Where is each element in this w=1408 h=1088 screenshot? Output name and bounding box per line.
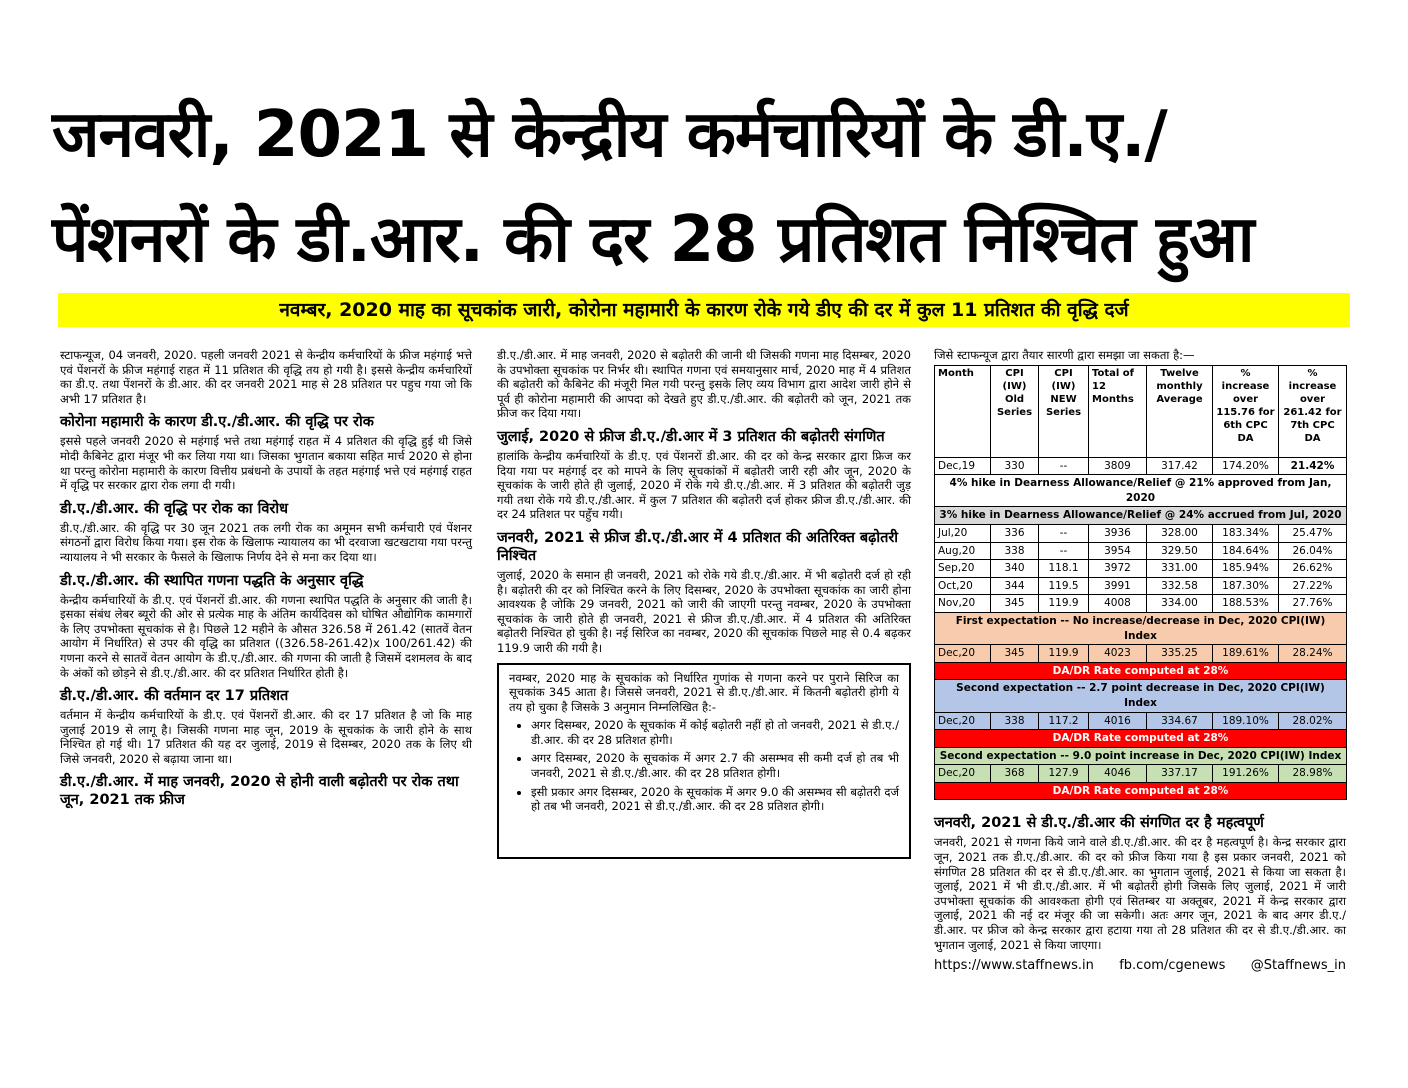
table-cell: 338 — [991, 712, 1039, 730]
computed-row — [935, 662, 1347, 680]
table-cell: 337.17 — [1147, 765, 1213, 783]
table-cell: -- — [1039, 524, 1089, 542]
table-cell: 27.76% — [1279, 595, 1347, 613]
table-header-row — [935, 365, 1347, 457]
computed-rate: DA/DR Rate computed at 28% — [935, 782, 1347, 800]
table-cell: Dec,20 — [935, 712, 991, 730]
table-cell: Sep,20 — [935, 560, 991, 578]
box-intro: नवम्बर, 2020 माह के सूचकांक को निर्धारित गुणांक से गणना करने पर पुराने सिरिज का सूचकांक 345 आता है। जिससे जनवरी, 2021 से डी.ए./डी.आर. में कितनी बढ़ोतरी होगी ये तय हो चुका है जिसके 3 अनुमान निम्नलिखित है:- — [509, 670, 899, 714]
list-item: • इसी प्रकार अगर दिसम्बर, 2020 के सूचकांक में अगर 9.0 की असम्भव सी बढ़ोतरी दर्ज हो तब भी जनवरी, 2021 से डी.ए./डी.आर. की दर 28 प्रतिशत होगी। — [531, 785, 899, 814]
section-paragraph: वर्तमान में केन्द्रीय कर्मचारियों के डी.ए. एवं पेंशनरों डी.आर. की दर 17 प्रतिशत है जो कि माह जुलाई 2019 से लागू है। जिसकी गणना माह जून, 2019 के सूचकांक के जारी होने के साथ निश्चित हो गई थी। 17 प्रतिशत की यह दर जुलाई, 2019 से दिसम्बर, 2020 तक के लिए थी जिसे जनवरी, 2020 से बढ़ाया जाना था। — [60, 708, 472, 766]
table-cell: 328.00 — [1147, 524, 1213, 542]
table-cell: 119.9 — [1039, 595, 1089, 613]
section-heading: कोरोना महामारी के कारण डी.ए./डी.आर. की वृद्धि पर रोक — [60, 414, 374, 431]
expectation-title-row — [935, 747, 1347, 765]
table-cell: 127.9 — [1039, 765, 1089, 783]
table-cell: Aug,20 — [935, 542, 991, 560]
headline-line-1: जनवरी, 2021 से केन्द्रीय कर्मचारियों के डी.ए./ — [52, 98, 1167, 172]
section-heading: जनवरी, 2021 से फ्रीज डी.ए./डी.आर में 4 प्रतिशत की अतिरिक्त बढ़ोतरी निश्चित — [497, 529, 899, 564]
list-item: • अगर दिसम्बर, 2020 के सूचकांक में कोई बढ़ोतरी नहीं हो तो जनवरी, 2021 से डी.ए./डी.आर. की दर 28 प्रतिशत होगी। — [531, 718, 899, 747]
table-row — [935, 765, 1347, 783]
table-row — [935, 577, 1347, 595]
section-heading: डी.ए./डी.आर. की वर्तमान दर 17 प्रतिशत — [60, 688, 289, 705]
table-cell: 185.94% — [1213, 560, 1279, 578]
table-cell: Dec,20 — [935, 765, 991, 783]
table-row — [935, 524, 1347, 542]
table-header: Total of 12 Months — [1089, 365, 1147, 457]
article-column-1 — [60, 348, 472, 812]
table-header: CPI (IW) NEW Series — [1039, 365, 1089, 457]
table-cell: 26.62% — [1279, 560, 1347, 578]
expectation-title: Second expectation -- 9.0 point increase in Dec, 2020 CPI(IW) Index — [935, 747, 1347, 765]
section-heading: डी.ए./डी.आर. में माह जनवरी, 2020 से होनी वाली बढ़ोतरी पर रोक तथा जून, 2021 तक फ्रीज — [60, 774, 459, 809]
computed-row — [935, 782, 1347, 800]
table-span-row — [935, 507, 1347, 525]
table-cell: 330 — [991, 457, 1039, 475]
table-cell: 317.42 — [1147, 457, 1213, 475]
table-cell: 27.22% — [1279, 577, 1347, 595]
table-cell: 3954 — [1089, 542, 1147, 560]
span-note: 3% hike in Dearness Allowance/Relief @ 24% accrued from Jul, 2020 — [935, 507, 1347, 525]
section-paragraph: इससे पहले जनवरी 2020 से महंगाई भत्ते तथा महंगाई राहत में 4 प्रतिशत की वृद्धि हुई थी जिसे मोदी कैबिनेट द्वारा मंजूर भी कर लिया गया था। जिसका भुगतान बकाया सहित मार्च 2020 से होना था परन्तु कोरोना महामारी के कारण वित्तीय प्रबंधनो के उपायों के तहत महंगाई भत्ते एवं महंगाई राहत में वृद्धि पर सरकार द्वारा रोक लगा दी गयी। — [60, 434, 472, 493]
expectations-list — [509, 718, 899, 814]
span-note: 4% hike in Dearness Allowance/Relief @ 21% approved from Jan, 2020 — [935, 475, 1347, 507]
article-column-3 — [934, 348, 1346, 974]
table-header: Twelve monthly Average — [1147, 365, 1213, 457]
facebook-link[interactable]: fb.com/cgenews — [1119, 958, 1226, 974]
computed-row — [935, 730, 1347, 748]
table-cell: 28.24% — [1279, 645, 1347, 663]
list-item: • अगर दिसम्बर, 2020 के सूचकांक में अगर 2.7 की असम्भव सी कमी दर्ज हो तब भी जनवरी, 2021 से डी.ए./डी.आर. की दर 28 प्रतिशत होगी। — [531, 751, 899, 780]
table-cell: 340 — [991, 560, 1039, 578]
headline-line-2: पेंशनरों के डी.आर. की दर 28 प्रतिशत निश्चित हुआ — [52, 203, 1254, 277]
table-cell: 345 — [991, 645, 1039, 663]
table-cell: Nov,20 — [935, 595, 991, 613]
expectations-box — [497, 663, 911, 859]
table-cell: 3991 — [1089, 577, 1147, 595]
table-cell: 28.98% — [1279, 765, 1347, 783]
website-link[interactable]: https://www.staffnews.in — [934, 958, 1094, 974]
footer-links — [934, 959, 1346, 974]
section-paragraph: डी.ए./डी.आर. में माह जनवरी, 2020 से बढ़ोतरी की जानी थी जिसकी गणना माह दिसम्बर, 2020 के उपभोक्ता सूचकांक पर निर्भर थी। स्थापित गणना एवं समयानुसार मार्च, 2020 माह में 4 प्रतिशत की बढ़ोतरी को कैबिनेट की मंजूरी मिल गयी परन्तु इसके लिए व्यय विभाग द्वारा आदेश जारी होने से पूर्व ही कोरोना महामारी की आपदा को देखते हुए डी.ए./डी.आर. की बढ़ोतरी को जून, 2021 तक फ्रीज कर दिया गया। — [497, 348, 911, 421]
expectation-title: First expectation -- No increase/decrease in Dec, 2020 CPI(IW) Index — [935, 612, 1347, 644]
table-cell: Dec,20 — [935, 645, 991, 663]
table-cell: 334.00 — [1147, 595, 1213, 613]
table-cell: Dec,19 — [935, 457, 991, 475]
table-cell: 368 — [991, 765, 1039, 783]
cpi-table — [934, 365, 1347, 801]
section-paragraph: केन्द्रीय कर्मचारियों के डी.ए. एवं पेंशनरों डी.आर. की गणना स्थापित पद्धति के अनुसार की जाती है। इसका संबंध लेबर ब्यूरो की ओर से प्रत्येक माह के अंतिम कार्यदिवस को घोषित औद्योगिक कामगारों के लिए उपभोक्ता सूचकांक से है। पिछले 12 महीने के औसत 326.58 में 261.42 (सातवें वेतन आयोग में निर्धारित) से उपर की वृद्धि का प्रतिशत ((326.58-261.42)x 100/261.42) की गणना करने से सातवें वेतन आयोग के डी.ए./डी.आर. की गणना की जाती है जिसमें दशमलव के बाद के अंकों को छोड़ने से डी.ए./डी.आर. की दर प्रतिशत निर्धारित होती है। — [60, 592, 472, 680]
section-heading: जनवरी, 2021 से डी.ए./डी.आर की संगणित दर है महत्वपूर्ण — [934, 815, 1264, 832]
table-cell: -- — [1039, 457, 1089, 475]
table-cell: 4008 — [1089, 595, 1147, 613]
table-cell: Oct,20 — [935, 577, 991, 595]
section-heading: जुलाई, 2020 से फ्रीज डी.ए./डी.आर में 3 प्रतिशत की बढ़ोतरी संगणित — [497, 428, 885, 445]
expectation-title: Second expectation -- 2.7 point decrease in Dec, 2020 CPI(IW) Index — [935, 680, 1347, 712]
computed-rate: DA/DR Rate computed at 28% — [935, 662, 1347, 680]
table-cell: 4016 — [1089, 712, 1147, 730]
table-cell: 28.02% — [1279, 712, 1347, 730]
section-paragraph: जुलाई, 2020 के समान ही जनवरी, 2021 को रोके गये डी.ए./डी.आर. में भी बढ़ोतरी दर्ज हो रही है। बढ़ोतरी की दर को निश्चित करने के लिए दिसम्बर, 2020 के उपभोक्ता सूचकांक का जारी होना आवश्यक है जोकि 29 जनवरी, 2021 को जारी की जाएगी परन्तु नवम्बर, 2020 के उपभोक्ता सूचकांक के जारी होते ही जनवरी, 2021 से फ्रीज डी.ए./डी.आर. में 4 प्रतिशत की अतिरिक्त बढ़ोतरी निश्चित हो चुकी है। नई सिरिज का नवम्बर, 2020 की सूचकांक पिछले माह से 0.4 बढ़कर 119.9 जारी की गयी है। — [497, 567, 911, 655]
table-cell: 344 — [991, 577, 1039, 595]
intro-paragraph: स्टाफन्यूज, 04 जनवरी, 2020. पहली जनवरी 2021 से केन्द्रीय कर्मचारियों के फ्रीज महंगाई भत्ते एवं पेंशनरों के फ्रीज महंगाई राहत में 11 प्रतिशत की वृद्धि तय हो गयी है। इससे केन्द्रीय कर्मचारियों का डी.ए. तथा पेंशनरों के डी.आर. की दर जनवरी 2021 माह से 28 प्रतिशत पर पहुच गया जो कि अभी 17 प्रतिशत है। — [60, 348, 472, 406]
table-cell: 183.34% — [1213, 524, 1279, 542]
table-cell: 174.20% — [1213, 457, 1279, 475]
table-cell: 25.47% — [1279, 524, 1347, 542]
table-cell: 189.61% — [1213, 645, 1279, 663]
table-cell: Jul,20 — [935, 524, 991, 542]
table-span-row — [935, 475, 1347, 507]
table-cell: 335.25 — [1147, 645, 1213, 663]
table-cell: 345 — [991, 595, 1039, 613]
section-heading: डी.ए./डी.आर. की वृद्धि पर रोक का विरोध — [60, 500, 289, 517]
table-cell: 3936 — [1089, 524, 1147, 542]
table-cell: 3809 — [1089, 457, 1147, 475]
table-cell: 332.58 — [1147, 577, 1213, 595]
table-cell: 331.00 — [1147, 560, 1213, 578]
table-cell: 21.42% — [1279, 457, 1347, 475]
expectation-title-row — [935, 680, 1347, 712]
section-heading: डी.ए./डी.आर. की स्थापित गणना पद्धति के अनुसार वृद्धि — [60, 572, 364, 589]
table-row — [935, 712, 1347, 730]
table-cell: 184.64% — [1213, 542, 1279, 560]
table-cell: 119.5 — [1039, 577, 1089, 595]
table-row — [935, 595, 1347, 613]
table-cell: 119.9 — [1039, 645, 1089, 663]
table-row — [935, 560, 1347, 578]
table-cell: 3972 — [1089, 560, 1147, 578]
table-row — [935, 542, 1347, 560]
table-header: % increase over 261.42 for 7th CPC DA — [1279, 365, 1347, 457]
table-row — [935, 645, 1347, 663]
table-cell: -- — [1039, 542, 1089, 560]
table-cell: 118.1 — [1039, 560, 1089, 578]
table-cell: 189.10% — [1213, 712, 1279, 730]
table-header: % increase over 115.76 for 6th CPC DA — [1213, 365, 1279, 457]
table-row — [935, 457, 1347, 475]
section-paragraph: जनवरी, 2021 से गणना किये जाने वाले डी.ए./डी.आर. की दर है महत्वपूर्ण है। केन्द्र सरकार द्वारा जून, 2021 तक डी.ए./डी.आर. की दर को फ्रीज किया गया है इस प्रकार जनवरी, 2021 को संगणित 28 प्रतिशत की दर से डी.ए./डी.आर. का भुगतान जुलाई, 2021 से किया जा सकता है। जुलाई, 2021 में भी डी.ए./डी.आर. में भी बढ़ोतरी होगी जिसके लिए जुलाई, 2021 में जारी उपभोक्ता सूचकांक की आवश्कता होगी एवं सितम्बर या अक्तूबर, 2021 में केन्द्र सरकार द्वारा जुलाई, 2021 की नई दर मंजूर की जा सकेगी। अतः अगर जून, 2021 के बाद अगर डी.ए./डी.आर. पर फ्रीज को केन्द्र सरकार द्वारा हटाया गया तो 28 प्रतिशत की दर से डी.ए./डी.आर. का भुगतान जुलाई, 2021 से किया जाएगा। — [934, 835, 1346, 952]
table-cell: 336 — [991, 524, 1039, 542]
table-cell: 187.30% — [1213, 577, 1279, 595]
table-header: Month — [935, 365, 991, 457]
table-intro: जिसे स्टाफन्यूज द्वारा तैयार सारणी द्वारा समझा जा सकता है:— — [934, 348, 1195, 362]
table-cell: 338 — [991, 542, 1039, 560]
table-cell: 26.04% — [1279, 542, 1347, 560]
table-cell: 117.2 — [1039, 712, 1089, 730]
table-cell: 4023 — [1089, 645, 1147, 663]
section-paragraph: डी.ए./डी.आर. की वृद्धि पर 30 जून 2021 तक लगी रोक का अमूमन सभी कर्मचारी एवं पेंशनर संगठनों द्वारा विरोध किया गया। इस रोक के खिलाफ न्यायालय का भी दरवाजा खटखटाया गया परन्तु न्यायालय ने भी सरकार के फैसले के खिलाफ निर्णय देने से मना कर दिया था। — [60, 520, 472, 564]
computed-rate: DA/DR Rate computed at 28% — [935, 730, 1347, 748]
table-cell: 329.50 — [1147, 542, 1213, 560]
section-paragraph: हालांकि केन्द्रीय कर्मचारियों के डी.ए. एवं पेंशनरों डी.आर. की दर को केन्द्र सरकार द्वारा फ्रिज कर दिया गया पर महंगाई दर को मापने के लिए सूचकांकों में बढ़ोतरी जारी रही और जून, 2020 के सूचकांक के जारी होते ही जुलाई, 2020 में रोके गये डी.ए./डी.आर. में 3 प्रतिशत की बढ़ोतरी जुड़ गयी तथा रोके गये डी.ए./डी.आर. में कुल 7 प्रतिशत की बढ़ोतरी दर्ज होकर फ्रीज डी.ए./डी.आर. की दर 24 प्रतिशत पर पहुँच गयी। — [497, 448, 911, 522]
table-cell: 191.26% — [1213, 765, 1279, 783]
article-column-2 — [497, 348, 911, 859]
table-cell: 188.53% — [1213, 595, 1279, 613]
subheadline-banner: नवम्बर, 2020 माह का सूचकांक जारी, कोरोना महामारी के कारण रोके गये डीए की दर में कुल 11 प्रतिशत की वृद्धि दर्ज — [58, 293, 1350, 327]
table-header: CPI (IW) Old Series — [991, 365, 1039, 457]
table-cell: 334.67 — [1147, 712, 1213, 730]
table-cell: 4046 — [1089, 765, 1147, 783]
twitter-link[interactable]: @Staffnews_in — [1250, 958, 1346, 974]
expectation-title-row — [935, 612, 1347, 644]
